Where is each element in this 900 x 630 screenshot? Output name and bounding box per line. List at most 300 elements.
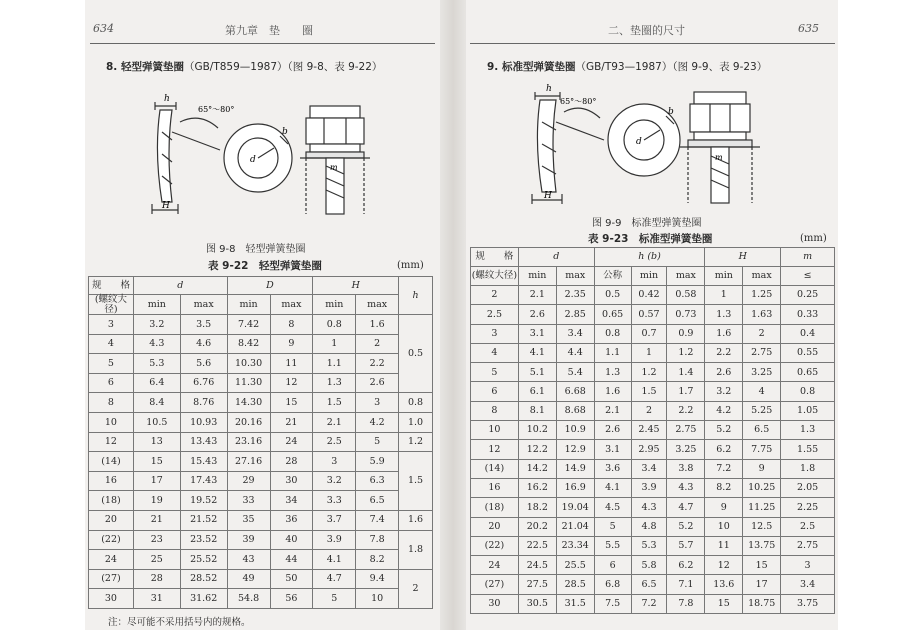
right-cell: 5.1 [518, 363, 556, 382]
right-figure-caption: 图 9-9 标准型弹簧垫圈 [592, 218, 702, 229]
right-cell: 1.5 [631, 382, 667, 401]
left-cell: 17.43 [180, 471, 227, 491]
left-cell: 50 [270, 569, 313, 589]
left-cell: (27) [89, 569, 134, 589]
right-cell: 22.5 [518, 536, 556, 555]
left-section-title: 8. 轻型弹簧垫圈 [106, 61, 184, 73]
left-cell: 39 [227, 530, 270, 550]
right-cell: 3.2 [705, 382, 743, 401]
left-cell: 5.6 [180, 354, 227, 374]
left-cell: 4.7 [313, 569, 356, 589]
right-cell: 1.05 [781, 401, 835, 420]
left-cell: 8.4 [133, 393, 180, 413]
right-head-hb: h (b) [594, 248, 705, 267]
left-cell: 36 [270, 510, 313, 530]
right-fig-label-H: H [544, 191, 552, 201]
right-cell: 30 [471, 594, 519, 613]
left-head-d-min: min [133, 295, 180, 315]
right-cell: 3 [471, 324, 519, 343]
left-cell-h: 1.2 [399, 432, 433, 452]
right-cell: 0.73 [667, 305, 705, 324]
left-table-row [89, 315, 433, 335]
left-table-row [89, 471, 433, 491]
right-cell: 3.25 [667, 440, 705, 459]
left-cell: (22) [89, 530, 134, 550]
left-table-row [89, 412, 433, 432]
right-cell: 0.25 [781, 286, 835, 305]
left-cell: 15.43 [180, 452, 227, 472]
right-cell: 0.8 [781, 382, 835, 401]
right-cell: 4 [743, 382, 781, 401]
right-fig-label-d: d [636, 137, 642, 147]
left-cell: 24 [89, 550, 134, 570]
right-cell: 14.9 [556, 459, 594, 478]
right-cell: 4.7 [667, 498, 705, 517]
right-cell: 3.8 [667, 459, 705, 478]
right-head-d: d [518, 248, 594, 267]
left-cell: 9.4 [356, 569, 399, 589]
left-cell: 1.3 [313, 373, 356, 393]
right-cell: 0.58 [667, 286, 705, 305]
left-cell: 27.16 [227, 452, 270, 472]
left-fig-angle: 65°～80° [198, 105, 235, 114]
left-cell: 1.5 [313, 393, 356, 413]
left-cell: 8 [270, 315, 313, 335]
left-cell: 11 [270, 354, 313, 374]
right-cell: 1.3 [594, 363, 631, 382]
right-cell: 1.6 [705, 324, 743, 343]
left-cell: 4.2 [356, 412, 399, 432]
right-cell: 2.1 [594, 401, 631, 420]
right-fig-angle: 65°～80° [560, 97, 597, 106]
right-cell: 2.75 [667, 421, 705, 440]
left-cell: 6.5 [356, 491, 399, 511]
right-cell: 3.6 [594, 459, 631, 478]
right-cell: 1.3 [781, 421, 835, 440]
left-cell: 28 [133, 569, 180, 589]
left-cell: 5 [89, 354, 134, 374]
right-cell: 2 [631, 401, 667, 420]
right-cell: 3.1 [594, 440, 631, 459]
right-cell: 0.5 [594, 286, 631, 305]
left-table-note: 注：尽可能不采用括号内的规格。 [108, 617, 251, 628]
right-cell: 12.2 [518, 440, 556, 459]
left-table-row [89, 530, 433, 550]
right-cell: 18.75 [743, 594, 781, 613]
right-cell: 17 [743, 575, 781, 594]
left-cell: 29 [227, 471, 270, 491]
right-cell: 2.5 [781, 517, 835, 536]
left-table-row [89, 452, 433, 472]
right-cell: 12 [471, 440, 519, 459]
right-table-row [471, 286, 835, 305]
left-cell: 12 [270, 373, 313, 393]
left-cell: 5.9 [356, 452, 399, 472]
left-fig-label-m: m [330, 163, 338, 172]
right-cell: 4.5 [594, 498, 631, 517]
left-head-D-max: max [270, 295, 313, 315]
right-cell: 0.4 [781, 324, 835, 343]
left-head-H-max: max [356, 295, 399, 315]
left-cell: 6.3 [356, 471, 399, 491]
right-cell: 16 [471, 478, 519, 497]
right-fig-label-m: m [715, 153, 723, 162]
right-cell: 24 [471, 556, 519, 575]
right-cell: 0.55 [781, 343, 835, 362]
left-cell: 3 [356, 393, 399, 413]
left-cell: 23 [133, 530, 180, 550]
right-cell: 19.04 [556, 498, 594, 517]
right-section-heading [487, 59, 767, 74]
left-cell-h: 0.8 [399, 393, 433, 413]
right-cell: 5 [471, 363, 519, 382]
book-gutter [440, 0, 466, 630]
left-head-d-max: max [180, 295, 227, 315]
right-cell: 3 [781, 556, 835, 575]
right-cell: 2.25 [781, 498, 835, 517]
right-cell: 5.7 [667, 536, 705, 555]
left-fig-label-d: d [250, 155, 256, 165]
right-cell: 5.5 [594, 536, 631, 555]
left-cell: 43 [227, 550, 270, 570]
left-cell: 20 [89, 510, 134, 530]
left-cell: 6.4 [133, 373, 180, 393]
right-cell: 9 [705, 498, 743, 517]
right-cell: 5 [594, 517, 631, 536]
right-head-hb-nominal: 公称 [594, 267, 631, 286]
left-fig-label-h: h [164, 94, 170, 104]
left-cell: 23.52 [180, 530, 227, 550]
right-cell: 0.65 [781, 363, 835, 382]
left-cell: 23.16 [227, 432, 270, 452]
left-cell: 35 [227, 510, 270, 530]
left-fig-label-H: H [162, 201, 170, 211]
right-cell: 0.33 [781, 305, 835, 324]
right-cell: 4.3 [631, 498, 667, 517]
left-cell: 6.76 [180, 373, 227, 393]
right-washer-figure [520, 82, 770, 207]
left-cell: 9 [270, 334, 313, 354]
right-cell: 6.5 [743, 421, 781, 440]
right-cell: 1.4 [667, 363, 705, 382]
left-cell-h: 1.5 [399, 452, 433, 511]
right-cell: 5.2 [705, 421, 743, 440]
right-cell: 2.2 [667, 401, 705, 420]
right-head-m: m [781, 248, 835, 267]
left-table-row [89, 334, 433, 354]
left-cell: 7.8 [356, 530, 399, 550]
right-cell: 15 [705, 594, 743, 613]
left-head-H: H [313, 277, 399, 295]
right-head-d-max: max [556, 267, 594, 286]
right-cell: 20 [471, 517, 519, 536]
right-cell: 12.5 [743, 517, 781, 536]
left-cell: 4.6 [180, 334, 227, 354]
right-table-caption: 表 9-23 标准型弹簧垫圈 [588, 233, 713, 245]
left-cell: 4.1 [313, 550, 356, 570]
left-table-row [89, 569, 433, 589]
right-table-row [471, 401, 835, 420]
right-cell: 27.5 [518, 575, 556, 594]
right-table-row [471, 343, 835, 362]
right-cell: 16.2 [518, 478, 556, 497]
left-cell: 3.3 [313, 491, 356, 511]
right-table-body [471, 286, 835, 614]
right-cell: 1.2 [667, 343, 705, 362]
left-cell: 30 [270, 471, 313, 491]
right-table-row [471, 575, 835, 594]
right-cell: 4.8 [631, 517, 667, 536]
left-table [88, 276, 433, 609]
right-page-number: 635 [798, 22, 819, 35]
right-cell: 2.5 [471, 305, 519, 324]
left-section-ref: （GB/T859—1987）（图 9-8、表 9-22） [183, 61, 383, 73]
left-cell: 2.6 [356, 373, 399, 393]
right-cell: 28.5 [556, 575, 594, 594]
right-cell: 4.1 [594, 478, 631, 497]
right-cell: 0.7 [631, 324, 667, 343]
right-cell: 8.68 [556, 401, 594, 420]
right-cell: 2.1 [518, 286, 556, 305]
right-cell: 1.55 [781, 440, 835, 459]
right-cell: 2.6 [518, 305, 556, 324]
left-cell: 3.5 [180, 315, 227, 335]
left-table-row [89, 491, 433, 511]
right-cell: 1.1 [594, 343, 631, 362]
left-washer-figure [140, 92, 380, 217]
left-table-row [89, 354, 433, 374]
right-cell: 2.6 [594, 421, 631, 440]
left-head-D: D [227, 277, 313, 295]
left-cell: 1.6 [356, 315, 399, 335]
left-cell: 33 [227, 491, 270, 511]
right-cell: 10.9 [556, 421, 594, 440]
right-cell: 7.1 [667, 575, 705, 594]
left-head-spec-sub: (螺纹大径) [89, 295, 134, 315]
left-cell: (14) [89, 452, 134, 472]
right-cell: 7.2 [631, 594, 667, 613]
left-cell: 17 [133, 471, 180, 491]
right-chapter-header: 二、垫圈的尺寸 [608, 24, 685, 37]
left-cell: (18) [89, 491, 134, 511]
right-cell: 10 [705, 517, 743, 536]
right-head-hb-max: max [667, 267, 705, 286]
right-cell: 6.2 [667, 556, 705, 575]
left-table-caption: 表 9-22 轻型弹簧垫圈 [208, 260, 322, 272]
left-cell: 16 [89, 471, 134, 491]
right-cell: 3.1 [518, 324, 556, 343]
right-cell: 24.5 [518, 556, 556, 575]
right-cell: 8.2 [705, 478, 743, 497]
right-head-m-le: ≤ [781, 267, 835, 286]
left-cell: 3 [313, 452, 356, 472]
right-cell: 4 [471, 343, 519, 362]
right-cell: 2.05 [781, 478, 835, 497]
left-cell: 10 [356, 589, 399, 609]
left-cell: 8.42 [227, 334, 270, 354]
left-table-row [89, 373, 433, 393]
right-cell: 1.2 [631, 363, 667, 382]
right-cell: 23.34 [556, 536, 594, 555]
right-table-row [471, 459, 835, 478]
right-cell: 1.6 [594, 382, 631, 401]
left-cell: 8.76 [180, 393, 227, 413]
left-cell: 19.52 [180, 491, 227, 511]
left-cell: 3 [89, 315, 134, 335]
left-cell: 3.2 [133, 315, 180, 335]
left-table-unit: (mm) [397, 260, 424, 271]
left-cell: 1.1 [313, 354, 356, 374]
right-cell: 7.8 [667, 594, 705, 613]
left-cell: 8 [89, 393, 134, 413]
left-cell: 19 [133, 491, 180, 511]
left-cell: 21 [270, 412, 313, 432]
right-table-unit: (mm) [800, 233, 827, 244]
left-cell: 5 [356, 432, 399, 452]
right-cell: 3.9 [631, 478, 667, 497]
right-cell: 6 [594, 556, 631, 575]
left-cell: 3.2 [313, 471, 356, 491]
right-cell: 10.2 [518, 421, 556, 440]
right-cell: 5.25 [743, 401, 781, 420]
left-table-row [89, 550, 433, 570]
right-cell: 6.1 [518, 382, 556, 401]
left-head-spec: 规 格 [89, 277, 134, 295]
left-cell: 28.52 [180, 569, 227, 589]
left-cell: 14.30 [227, 393, 270, 413]
right-cell: 2.75 [781, 536, 835, 555]
right-cell: 2.35 [556, 286, 594, 305]
right-cell: 12 [705, 556, 743, 575]
left-cell: 15 [270, 393, 313, 413]
left-head-d: d [133, 277, 227, 295]
right-cell: 3.25 [743, 363, 781, 382]
right-cell: 2.2 [705, 343, 743, 362]
left-cell: 0.8 [313, 315, 356, 335]
right-table-row [471, 440, 835, 459]
right-cell: 0.57 [631, 305, 667, 324]
right-cell: 4.2 [705, 401, 743, 420]
right-cell: 0.42 [631, 286, 667, 305]
left-cell: 4 [89, 334, 134, 354]
right-cell: 5.2 [667, 517, 705, 536]
right-cell: 13.75 [743, 536, 781, 555]
right-cell: (14) [471, 459, 519, 478]
left-cell: 24 [270, 432, 313, 452]
right-cell: 2.85 [556, 305, 594, 324]
right-cell: 10 [471, 421, 519, 440]
left-table-body [89, 315, 433, 609]
right-cell: 3.4 [556, 324, 594, 343]
left-cell: 34 [270, 491, 313, 511]
right-cell: 7.2 [705, 459, 743, 478]
right-cell: 7.5 [594, 594, 631, 613]
right-table-row [471, 517, 835, 536]
right-table-row [471, 421, 835, 440]
right-cell: 18.2 [518, 498, 556, 517]
left-section-heading [106, 59, 382, 74]
left-cell: 13.43 [180, 432, 227, 452]
left-cell: 20.16 [227, 412, 270, 432]
left-cell: 1 [313, 334, 356, 354]
left-cell: 3.9 [313, 530, 356, 550]
left-cell: 31 [133, 589, 180, 609]
left-cell: 40 [270, 530, 313, 550]
right-table [470, 247, 835, 614]
left-cell: 25 [133, 550, 180, 570]
right-cell: 31.5 [556, 594, 594, 613]
left-cell: 15 [133, 452, 180, 472]
right-head-d-min: min [518, 267, 556, 286]
left-head-h: h [399, 277, 433, 315]
left-table-row [89, 432, 433, 452]
right-head-H-max: max [743, 267, 781, 286]
right-table-row [471, 324, 835, 343]
right-head-spec: 规 格 [471, 248, 519, 267]
right-cell: 1 [631, 343, 667, 362]
right-cell: 1.25 [743, 286, 781, 305]
left-cell: 2 [356, 334, 399, 354]
left-cell: 2.2 [356, 354, 399, 374]
left-cell: 10.5 [133, 412, 180, 432]
left-fig-label-b: b [282, 127, 288, 137]
right-cell: 3.4 [631, 459, 667, 478]
right-cell: 4.4 [556, 343, 594, 362]
right-cell: 6.5 [631, 575, 667, 594]
right-cell: 11 [705, 536, 743, 555]
right-fig-label-b: b [668, 107, 674, 117]
right-cell: 6.68 [556, 382, 594, 401]
left-table-row [89, 510, 433, 530]
right-cell: 1.3 [705, 305, 743, 324]
right-header-rule [470, 43, 835, 44]
left-table-row [89, 589, 433, 609]
right-cell: 2.45 [631, 421, 667, 440]
right-cell: (18) [471, 498, 519, 517]
right-cell: 3.75 [781, 594, 835, 613]
left-cell: 21.52 [180, 510, 227, 530]
right-cell: 21.04 [556, 517, 594, 536]
left-header-rule [90, 43, 435, 44]
right-table-row [471, 556, 835, 575]
right-cell: 0.8 [594, 324, 631, 343]
left-cell: 31.62 [180, 589, 227, 609]
left-table-row [89, 393, 433, 413]
right-cell: 16.9 [556, 478, 594, 497]
right-cell: 12.9 [556, 440, 594, 459]
right-cell: 14.2 [518, 459, 556, 478]
left-cell: 44 [270, 550, 313, 570]
left-cell: 4.3 [133, 334, 180, 354]
right-cell: (27) [471, 575, 519, 594]
right-table-row [471, 363, 835, 382]
left-head-H-min: min [313, 295, 356, 315]
left-cell: 5 [313, 589, 356, 609]
right-section-title: 9. 标准型弹簧垫圈 [487, 61, 576, 73]
right-fig-label-h: h [546, 84, 552, 94]
left-cell: 7.42 [227, 315, 270, 335]
right-cell: 8.1 [518, 401, 556, 420]
left-cell: 7.4 [356, 510, 399, 530]
left-cell: 28 [270, 452, 313, 472]
right-cell: 13.6 [705, 575, 743, 594]
right-table-row [471, 536, 835, 555]
right-cell: 6 [471, 382, 519, 401]
left-cell-h: 1.8 [399, 530, 433, 569]
right-cell: 1.8 [781, 459, 835, 478]
left-figure-caption: 图 9-8 轻型弹簧垫圈 [206, 244, 306, 255]
right-cell: 11.25 [743, 498, 781, 517]
